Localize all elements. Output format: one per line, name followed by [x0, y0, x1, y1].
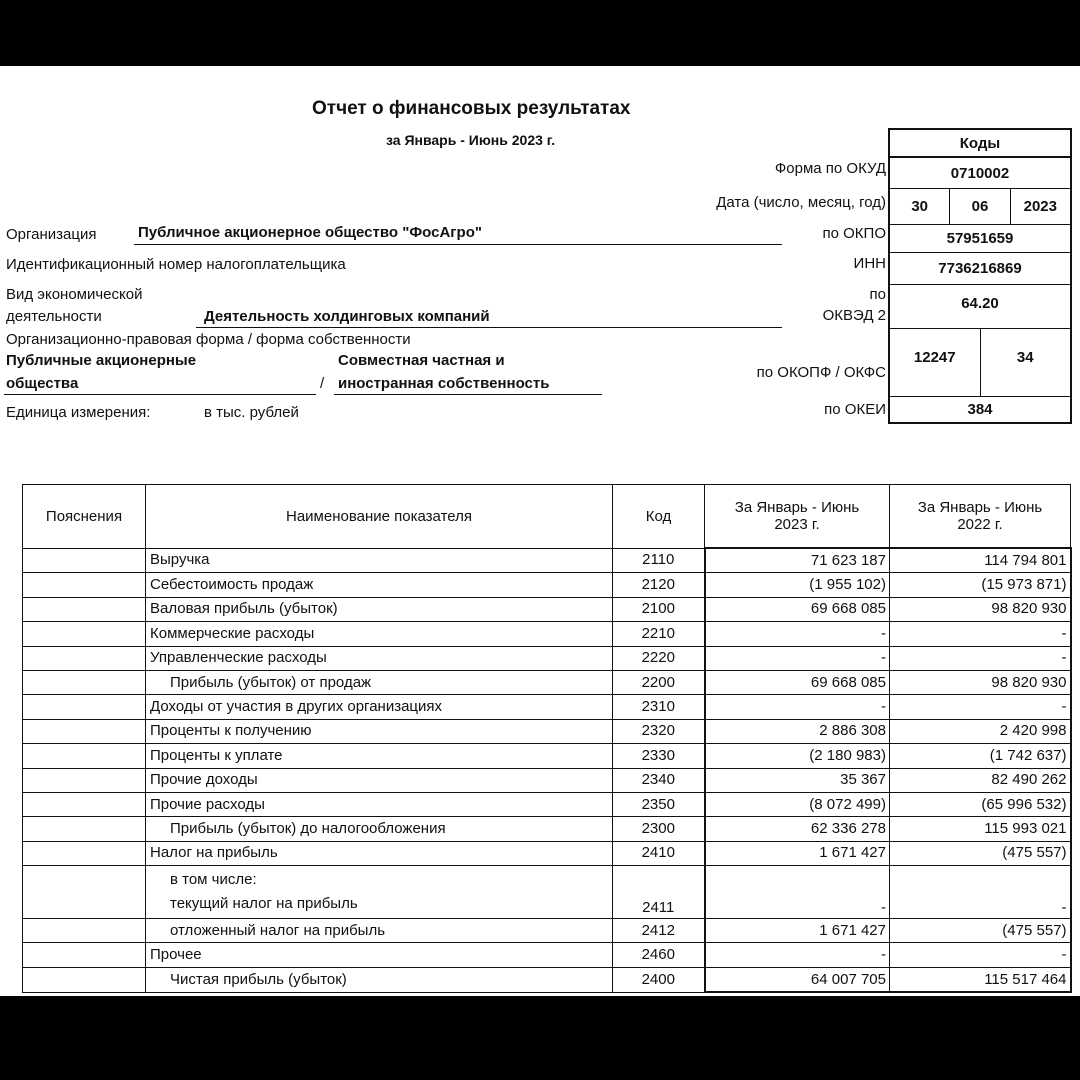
row-name: Коммерческие расходы	[146, 622, 613, 646]
notes-cell	[23, 548, 146, 573]
date-day: 30	[911, 198, 928, 215]
date-label: Дата (число, месяц, год)	[716, 194, 886, 211]
org-label: Организация	[6, 226, 97, 243]
row-previous: 82 490 262	[890, 768, 1071, 792]
notes-cell	[23, 670, 146, 694]
date-month: 06	[949, 189, 1009, 224]
table-row	[23, 967, 1071, 992]
notes-cell	[23, 817, 146, 841]
activity-underline	[196, 327, 782, 328]
row-name: Управленческие расходы	[146, 646, 613, 670]
row-code: 2412	[613, 919, 705, 943]
codes-heading-row	[890, 130, 1070, 156]
row-code: 2411	[613, 866, 705, 919]
row-current: -	[705, 943, 890, 967]
report-title: Отчет о финансовых результатах	[312, 98, 631, 119]
row-current: -	[705, 646, 890, 670]
row-current: 62 336 278	[705, 817, 890, 841]
row-code: 2460	[613, 943, 705, 967]
header-current-line1: За Январь - Июнь	[734, 499, 860, 516]
unit-label: Единица измерения:	[6, 404, 151, 421]
row-name: Себестоимость продаж	[146, 573, 613, 597]
row-previous: 115 517 464	[890, 967, 1071, 992]
row-previous: 114 794 801	[890, 548, 1071, 573]
table-row	[23, 719, 1071, 743]
notes-cell	[23, 943, 146, 967]
header-current-period	[705, 485, 890, 549]
row-previous: (15 973 871)	[890, 573, 1071, 597]
row-current: 1 671 427	[705, 841, 890, 865]
form-separator: /	[320, 375, 325, 392]
activity-label-2: деятельности	[6, 308, 102, 325]
row-name: Проценты к получению	[146, 719, 613, 743]
date-row	[890, 188, 1070, 224]
org-underline	[134, 244, 782, 245]
row-previous: 115 993 021	[890, 817, 1071, 841]
table-row	[23, 597, 1071, 621]
org-value: Публичное акционерное общество "ФосАгро"	[138, 224, 482, 241]
row-previous: (1 742 637)	[890, 744, 1071, 768]
header-previous-line1: За Январь - Июнь	[917, 499, 1043, 516]
row-current: 69 668 085	[705, 597, 890, 621]
row-name: отложенный налог на прибыль	[146, 919, 613, 943]
okei-row	[890, 396, 1070, 422]
inn-row	[890, 252, 1070, 284]
table-row	[23, 548, 1071, 573]
row-previous: (65 996 532)	[890, 792, 1071, 816]
row-current: (8 072 499)	[705, 792, 890, 816]
form-underline-1	[4, 394, 316, 395]
report-period: за Январь - Июнь 2023 г.	[386, 132, 556, 148]
notes-cell	[23, 792, 146, 816]
notes-cell	[23, 841, 146, 865]
financial-results-table	[22, 484, 1072, 993]
row-code: 2340	[613, 768, 705, 792]
table-row	[23, 866, 1071, 919]
okud-row	[890, 156, 1070, 188]
table-row	[23, 792, 1071, 816]
row-current: 64 007 705	[705, 967, 890, 992]
notes-cell	[23, 597, 146, 621]
notes-cell	[23, 919, 146, 943]
form-value-1b: общества	[6, 375, 79, 392]
inn-label: Идентификационный номер налогоплательщика	[6, 256, 346, 273]
row-name-sub: текущий налог на прибыль	[170, 895, 358, 913]
unit-value: в тыс. рублей	[204, 404, 299, 421]
okpo-row	[890, 224, 1070, 252]
okpo-label: по ОКПО	[822, 225, 886, 242]
row-code: 2310	[613, 695, 705, 719]
row-code: 2100	[613, 597, 705, 621]
table-row	[23, 573, 1071, 597]
codes-heading: Коды	[959, 134, 1001, 152]
row-code: 2330	[613, 744, 705, 768]
row-code: 2120	[613, 573, 705, 597]
row-previous: 98 820 930	[890, 597, 1071, 621]
row-name-prefix: в том числе:	[170, 871, 257, 889]
notes-cell	[23, 768, 146, 792]
row-code: 2110	[613, 548, 705, 573]
row-current: (1 955 102)	[705, 573, 890, 597]
table-row	[23, 768, 1071, 792]
table-row	[23, 622, 1071, 646]
row-code: 2350	[613, 792, 705, 816]
inn-value: 7736216869	[938, 260, 1022, 277]
row-code: 2320	[613, 719, 705, 743]
row-code: 2210	[613, 622, 705, 646]
row-code: 2410	[613, 841, 705, 865]
okei-value: 384	[967, 401, 993, 418]
row-previous: -	[890, 646, 1071, 670]
okved-row	[890, 284, 1070, 328]
row-name: Прочие расходы	[146, 792, 613, 816]
okopf-label: по ОКОПФ / ОКФС	[756, 364, 886, 381]
table-row	[23, 744, 1071, 768]
header-previous-period	[890, 485, 1071, 549]
row-code: 2220	[613, 646, 705, 670]
notes-cell	[23, 622, 146, 646]
header-notes: Пояснения	[23, 485, 146, 549]
okved-label-1: по	[869, 286, 886, 303]
okved-value: 64.20	[961, 295, 999, 312]
row-previous: 98 820 930	[890, 670, 1071, 694]
okopf-row	[890, 328, 1070, 396]
notes-cell	[23, 744, 146, 768]
row-previous: -	[890, 695, 1071, 719]
row-previous: (475 557)	[890, 841, 1071, 865]
row-current: 69 668 085	[705, 670, 890, 694]
notes-cell	[23, 646, 146, 670]
table-row	[23, 919, 1071, 943]
form-value-2b: иностранная собственность	[338, 375, 550, 392]
row-current: 35 367	[705, 768, 890, 792]
row-name: Налог на прибыль	[146, 841, 613, 865]
row-name: Прибыль (убыток) до налогообложения	[146, 817, 613, 841]
notes-cell	[23, 866, 146, 919]
row-current: 2 886 308	[705, 719, 890, 743]
row-name: Прочее	[146, 943, 613, 967]
okved-label-2: ОКВЭД 2	[822, 307, 886, 324]
notes-cell	[23, 719, 146, 743]
table-header-row	[23, 485, 1071, 549]
row-current: 1 671 427	[705, 919, 890, 943]
form-value-1a: Публичные акционерные	[6, 352, 197, 369]
codes-box	[888, 128, 1072, 424]
header-previous-line2: 2022 г.	[957, 516, 1003, 533]
table-row	[23, 817, 1071, 841]
row-code: 2400	[613, 967, 705, 992]
row-name: Доходы от участия в других организациях	[146, 695, 613, 719]
row-current: 71 623 187	[705, 548, 890, 573]
okopf-value: 12247	[913, 349, 956, 366]
row-previous: -	[890, 622, 1071, 646]
row-previous: (475 557)	[890, 919, 1071, 943]
row-name: Чистая прибыль (убыток)	[146, 967, 613, 992]
form-label: Организационно-правовая форма / форма собственности	[6, 331, 411, 348]
okei-label: по ОКЕИ	[824, 401, 886, 418]
okpo-value: 57951659	[946, 230, 1014, 247]
notes-cell	[23, 967, 146, 992]
row-previous: 2 420 998	[890, 719, 1071, 743]
row-code: 2300	[613, 817, 705, 841]
table-row	[23, 646, 1071, 670]
header-current-line2: 2023 г.	[774, 516, 820, 533]
row-previous: -	[890, 943, 1071, 967]
row-code: 2200	[613, 670, 705, 694]
row-name: Валовая прибыль (убыток)	[146, 597, 613, 621]
header-name: Наименование показателя	[146, 485, 613, 549]
report-page	[0, 66, 1080, 996]
row-current: (2 180 983)	[705, 744, 890, 768]
row-current: -	[705, 866, 890, 919]
row-name: Проценты к уплате	[146, 744, 613, 768]
form-value-2a: Совместная частная и	[338, 352, 505, 369]
activity-label-1: Вид экономической	[6, 286, 143, 303]
form-underline-2	[334, 394, 602, 395]
okud-label: Форма по ОКУД	[774, 160, 886, 177]
row-previous: -	[890, 866, 1071, 919]
table-row	[23, 841, 1071, 865]
row-name: Прочие доходы	[146, 768, 613, 792]
okfs-value: 34	[980, 329, 1071, 396]
row-name: Выручка	[146, 548, 613, 573]
header-code: Код	[613, 485, 705, 549]
okud-value: 0710002	[950, 164, 1010, 182]
table-row	[23, 943, 1071, 967]
notes-cell	[23, 573, 146, 597]
date-year: 2023	[1010, 189, 1070, 224]
row-name: Прибыль (убыток) от продаж	[146, 670, 613, 694]
inn-code-label: ИНН	[853, 255, 886, 272]
notes-cell	[23, 695, 146, 719]
table-row	[23, 670, 1071, 694]
table-row	[23, 695, 1071, 719]
row-current: -	[705, 695, 890, 719]
row-current: -	[705, 622, 890, 646]
activity-value: Деятельность холдинговых компаний	[204, 308, 490, 325]
row-name	[146, 866, 613, 919]
